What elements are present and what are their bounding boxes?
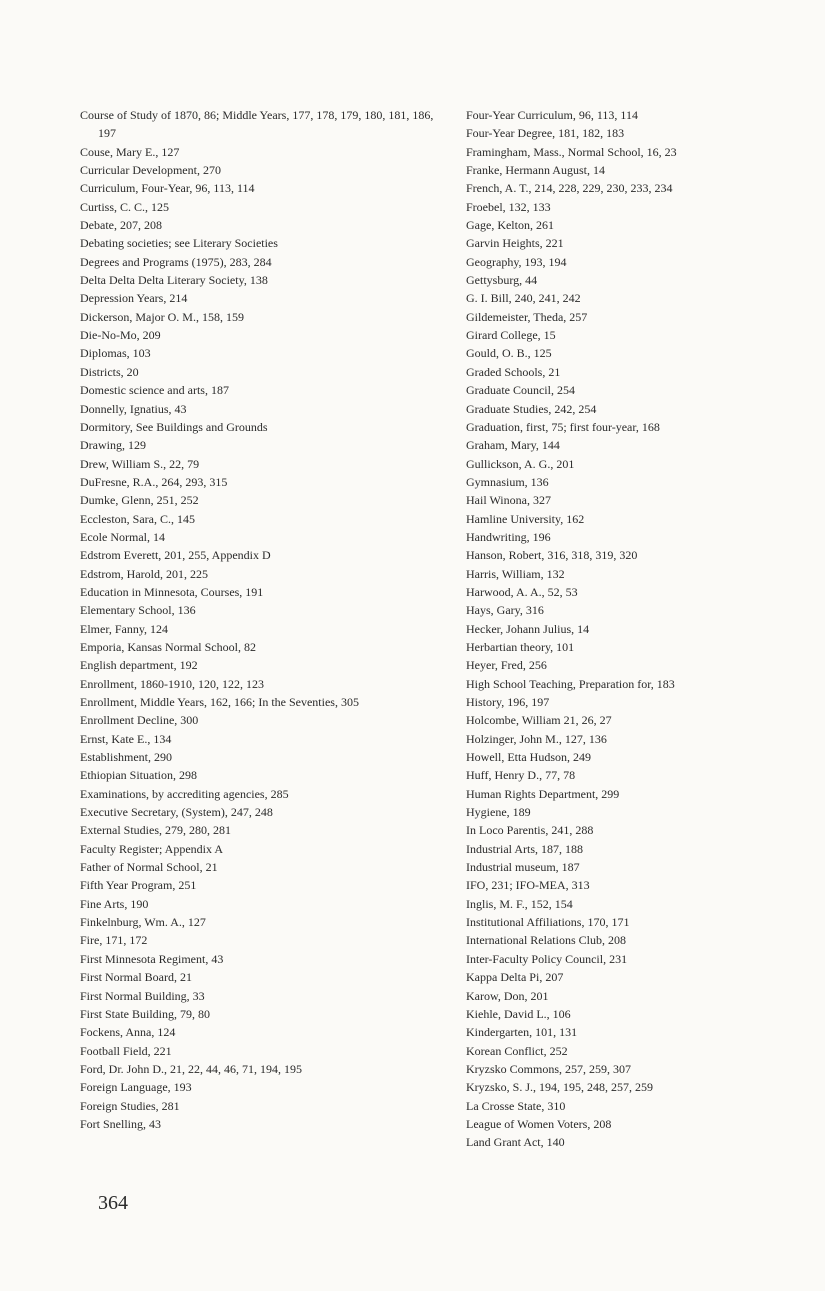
index-entry: Heyer, Fred, 256 (466, 658, 547, 673)
index-entry: Inglis, M. F., 152, 154 (466, 896, 573, 911)
index-entry: Debating societies; see Literary Societies (80, 236, 278, 251)
index-entry: Franke, Hermann August, 14 (466, 163, 605, 178)
index-entry: IFO, 231; IFO-MEA, 313 (466, 878, 590, 893)
index-entry: Kiehle, David L., 106 (466, 1006, 571, 1021)
index-entry: Hygiene, 189 (466, 805, 531, 820)
index-entry: Handwriting, 196 (466, 529, 551, 544)
index-entry: La Crosse State, 310 (466, 1098, 566, 1113)
index-entry: International Relations Club, 208 (466, 933, 626, 948)
index-column-right (466, 106, 791, 1152)
index-entry: Ford, Dr. John D., 21, 22, 44, 46, 71, 194, 195 (80, 1061, 303, 1076)
index-entry: Faculty Register; Appendix A (80, 841, 223, 856)
index-entry: In Loco Parentis, 241, 288 (466, 823, 594, 838)
index-entry: Graduation, first, 75; first four-year, 168 (466, 419, 660, 434)
index-entry: Executive Secretary, (System), 247, 248 (80, 805, 273, 820)
index-entry: High School Teaching, Preparation for, 183 (466, 676, 675, 691)
index-entry: Diplomas, 103 (80, 346, 151, 361)
index-entry: Fine Arts, 190 (80, 896, 149, 911)
index-entry: Depression Years, 214 (80, 291, 188, 306)
index-entry: Dickerson, Major O. M., 158, 159 (80, 309, 244, 324)
page-number: 364 (98, 1192, 128, 1214)
index-entry: Debate, 207, 208 (80, 218, 162, 233)
index-entry: Geography, 193, 194 (466, 254, 567, 269)
index-entry: Ethiopian Situation, 298 (80, 768, 197, 783)
index-entry: Die-No-Mo, 209 (80, 328, 161, 343)
index-entry: Eccleston, Sara, C., 145 (80, 511, 195, 526)
index-entry: Fort Snelling, 43 (80, 1116, 162, 1131)
index-entry: Garvin Heights, 221 (466, 236, 564, 251)
index-entry: Graduate Studies, 242, 254 (466, 401, 597, 416)
index-entry: Enrollment Decline, 300 (80, 713, 199, 728)
index-entry: Foreign Language, 193 (80, 1080, 192, 1095)
index-entry: Foreign Studies, 281 (80, 1098, 180, 1113)
index-entry: Industrial Arts, 187, 188 (466, 841, 583, 856)
index-entry: Gildemeister, Theda, 257 (466, 309, 588, 324)
index-entry: Finkelnburg, Wm. A., 127 (80, 915, 206, 930)
index-entry: Girard College, 15 (466, 328, 556, 343)
index-column-left (80, 106, 435, 1133)
index-entry: History, 196, 197 (466, 695, 550, 709)
index-entry: Human Rights Department, 299 (466, 786, 620, 801)
index-entry: Domestic science and arts, 187 (80, 383, 229, 398)
index-entry: Kryzsko Commons, 257, 259, 307 (466, 1061, 631, 1076)
index-entry: Enrollment, Middle Years, 162, 166; In the Seventies, 305 (80, 695, 359, 709)
index-entry: Donnelly, Ignatius, 43 (80, 401, 187, 416)
index-entry: Curtiss, C. C., 125 (80, 199, 170, 214)
index-entry: Drew, William S., 22, 79 (80, 456, 200, 471)
index-entry: Ernst, Kate E., 134 (80, 731, 172, 746)
index-entry: French, A. T., 214, 228, 229, 230, 233, 234 (466, 181, 673, 196)
index-entry: Education in Minnesota, Courses, 191 (80, 584, 264, 599)
index-entry: Framingham, Mass., Normal School, 16, 23 (466, 144, 677, 159)
index-entry: Four-Year Curriculum, 96, 113, 114 (466, 108, 638, 122)
index-entry: Gould, O. B., 125 (466, 346, 552, 361)
index-entry: Hanson, Robert, 316, 318, 319, 320 (466, 548, 638, 563)
index-entry: First Normal Building, 33 (80, 988, 205, 1003)
index-entry: Gage, Kelton, 261 (466, 218, 554, 233)
index-entry: Fifth Year Program, 251 (80, 878, 197, 893)
index-entry: Froebel, 132, 133 (466, 199, 551, 214)
index-entry: Elmer, Fanny, 124 (80, 621, 169, 636)
index-entry: Land Grant Act, 140 (466, 1135, 565, 1150)
index-entry: Curriculum, Four-Year, 96, 113, 114 (80, 181, 255, 196)
index-entry: Father of Normal School, 21 (80, 860, 218, 875)
index-entry: Holcombe, William 21, 26, 27 (466, 713, 612, 728)
index-entry: First Normal Board, 21 (80, 970, 192, 985)
index-entry: Huff, Henry D., 77, 78 (466, 768, 576, 783)
index-entry: Gullickson, A. G., 201 (466, 456, 575, 471)
index-entry: Karow, Don, 201 (466, 988, 549, 1003)
index-entry: Emporia, Kansas Normal School, 82 (80, 639, 256, 654)
index-entry: Graded Schools, 21 (466, 364, 561, 379)
index-entry: Edstrom Everett, 201, 255, Appendix D (80, 548, 271, 563)
index-entry: Hays, Gary, 316 (466, 603, 544, 618)
index-entry: Herbartian theory, 101 (466, 639, 575, 654)
index-entry: Fire, 171, 172 (80, 933, 148, 948)
index-entry: Dumke, Glenn, 251, 252 (80, 493, 199, 508)
index-entry: Kappa Delta Pi, 207 (466, 970, 564, 985)
index-entry: Kryzsko, S. J., 194, 195, 248, 257, 259 (466, 1080, 654, 1095)
index-entry: Delta Delta Delta Literary Society, 138 (80, 273, 268, 288)
index-entry: Fockens, Anna, 124 (80, 1025, 176, 1040)
index-entry: Examinations, by accrediting agencies, 285 (80, 786, 289, 801)
index-entry: Ecole Normal, 14 (80, 529, 165, 544)
index-entry: External Studies, 279, 280, 281 (80, 823, 231, 838)
index-entry: Industrial museum, 187 (466, 860, 580, 875)
index-entry: English department, 192 (80, 658, 198, 673)
index-entry: Hamline University, 162 (466, 511, 585, 526)
index-entry: Curricular Development, 270 (80, 163, 221, 178)
index-entry: Enrollment, 1860-1910, 120, 122, 123 (80, 676, 264, 691)
index-entry: Kindergarten, 101, 131 (466, 1025, 578, 1040)
index-entry: Harwood, A. A., 52, 53 (466, 584, 578, 599)
index-entry: Football Field, 221 (80, 1043, 172, 1058)
index-entry: DuFresne, R.A., 264, 293, 315 (80, 474, 228, 489)
index-entry: G. I. Bill, 240, 241, 242 (466, 291, 581, 306)
index-entry: Course of Study of 1870, 86; Middle Years, 177, 178, 179, 180, 181, 186, 197 (80, 108, 434, 141)
index-entry: Inter-Faculty Policy Council, 231 (466, 951, 628, 966)
index-entry: Four-Year Degree, 181, 182, 183 (466, 126, 625, 141)
index-entry: Gettysburg, 44 (466, 273, 538, 288)
index-entry: League of Women Voters, 208 (466, 1116, 612, 1131)
index-entry: Hail Winona, 327 (466, 493, 551, 508)
index-entry: Gymnasium, 136 (466, 474, 549, 489)
index-entry: Edstrom, Harold, 201, 225 (80, 566, 208, 581)
index-entry: Holzinger, John M., 127, 136 (466, 731, 607, 746)
index-entry: First State Building, 79, 80 (80, 1006, 211, 1021)
index-entry: Dormitory, See Buildings and Grounds (80, 419, 268, 434)
index-entry: Graham, Mary, 144 (466, 438, 560, 453)
index-entry: Establishment, 290 (80, 750, 172, 765)
index-entry: Degrees and Programs (1975), 283, 284 (80, 254, 272, 269)
index-entry: Institutional Affiliations, 170, 171 (466, 915, 630, 930)
index-entry: Graduate Council, 254 (466, 383, 575, 398)
index-entry: Districts, 20 (80, 364, 139, 379)
index-entry: Howell, Etta Hudson, 249 (466, 750, 591, 765)
index-entry: Korean Conflict, 252 (466, 1043, 568, 1058)
index-entry: Couse, Mary E., 127 (80, 144, 180, 159)
index-entry: Elementary School, 136 (80, 603, 196, 618)
index-entry: Harris, William, 132 (466, 566, 565, 581)
index-entry: Drawing, 129 (80, 438, 146, 453)
index-entry: Hecker, Johann Julius, 14 (466, 621, 590, 636)
index-entry: First Minnesota Regiment, 43 (80, 951, 224, 966)
